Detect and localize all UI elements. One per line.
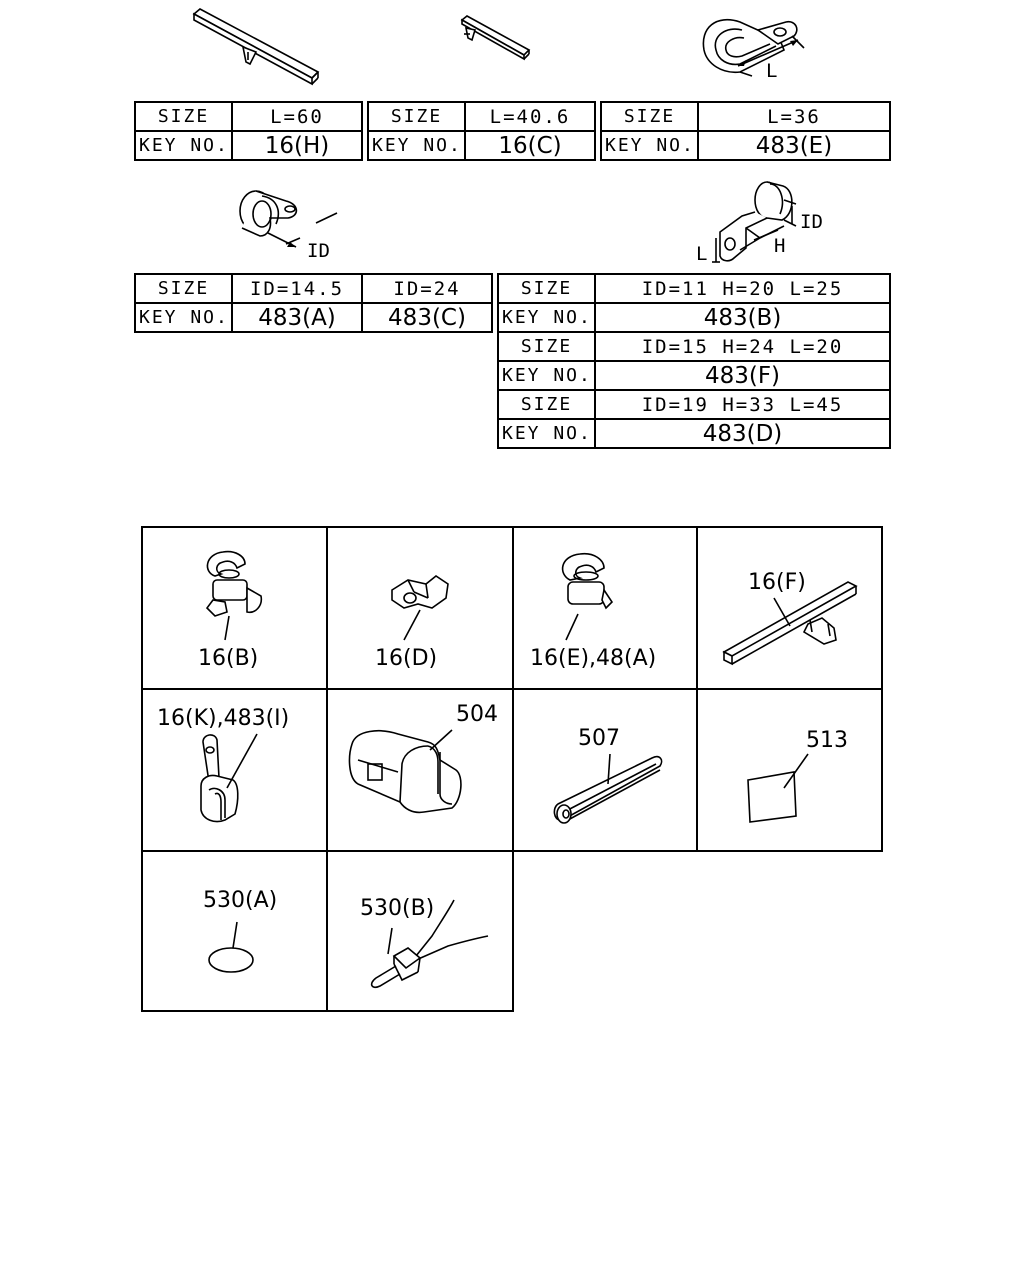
clip-483e-drawing [703,20,804,76]
size-header: SIZE [135,274,232,303]
size-value: L=40.6 [465,102,595,131]
part-cell-513 [696,688,883,852]
key-header: KEY NO. [498,419,595,448]
part-label-16k: 16(K),483(I) [157,706,290,731]
part-label-16d: 16(D) [375,646,438,671]
size-header: SIZE [498,390,595,419]
spec-table-483e [600,101,891,161]
spec-table-483bfd [497,273,891,449]
dim-label-h-483bfd: H [774,235,786,257]
size-value: ID=15 H=24 L=20 [595,332,890,361]
part-cell-16k [141,688,328,852]
size-value: ID=11 H=20 L=25 [595,274,890,303]
size-value: ID=19 H=33 L=45 [595,390,890,419]
trim-507-drawing [514,690,698,852]
key-value: 483(B) [595,303,890,332]
clip-16h-drawing [194,9,318,84]
part-cell-530b [326,850,514,1012]
spec-table-483ac [134,273,493,333]
spec-table-16c [367,101,596,161]
key-value: 483(E) [698,131,890,160]
key-value-2: 483(C) [362,303,492,332]
band-530b-drawing [328,852,514,1012]
part-cell-530a [141,850,328,1012]
size-value: L=60 [232,102,362,131]
key-value-1: 483(A) [232,303,362,332]
tape-513-drawing [698,690,883,852]
key-value: 16(H) [232,131,362,160]
key-header: KEY NO. [135,131,232,160]
key-header: KEY NO. [368,131,465,160]
size-value: L=36 [698,102,890,131]
part-label-513: 513 [806,728,848,753]
size-value-2: ID=24 [362,274,492,303]
key-header: KEY NO. [135,303,232,332]
part-cell-16e [512,526,698,690]
dim-label-id-483ac: ID [307,240,330,262]
part-label-507: 507 [578,726,620,751]
key-header: KEY NO. [601,131,698,160]
part-cell-16b [141,526,328,690]
size-header: SIZE [498,274,595,303]
dim-label-id-483bfd: ID [800,211,823,233]
key-value: 483(F) [595,361,890,390]
key-header: KEY NO. [498,361,595,390]
part-cell-507 [512,688,698,852]
key-value: 483(D) [595,419,890,448]
size-value-1: ID=14.5 [232,274,362,303]
dim-label-l-483e: L [766,60,778,82]
part-label-16f: 16(F) [748,570,806,595]
part-label-504: 504 [456,702,498,727]
part-label-530b: 530(B) [360,896,435,921]
part-label-16b: 16(B) [198,646,259,671]
key-value: 16(C) [465,131,595,160]
size-header: SIZE [498,332,595,361]
label-530a-drawing [143,852,328,1012]
dim-label-l-483bfd: L [696,243,708,265]
key-header: KEY NO. [498,303,595,332]
part-label-16e: 16(E),48(A) [530,646,657,671]
part-cell-16d [326,526,514,690]
part-label-530a: 530(A) [203,888,278,913]
clip-16c-drawing [462,16,529,59]
parts-grid [141,526,883,1012]
size-header: SIZE [368,102,465,131]
clip-16f-drawing [698,528,883,690]
part-cell-16f [696,526,883,690]
part-cell-504 [326,688,514,852]
spec-table-16h [134,101,363,161]
size-header: SIZE [601,102,698,131]
size-header: SIZE [135,102,232,131]
clamp-483ac-drawing [240,191,337,247]
